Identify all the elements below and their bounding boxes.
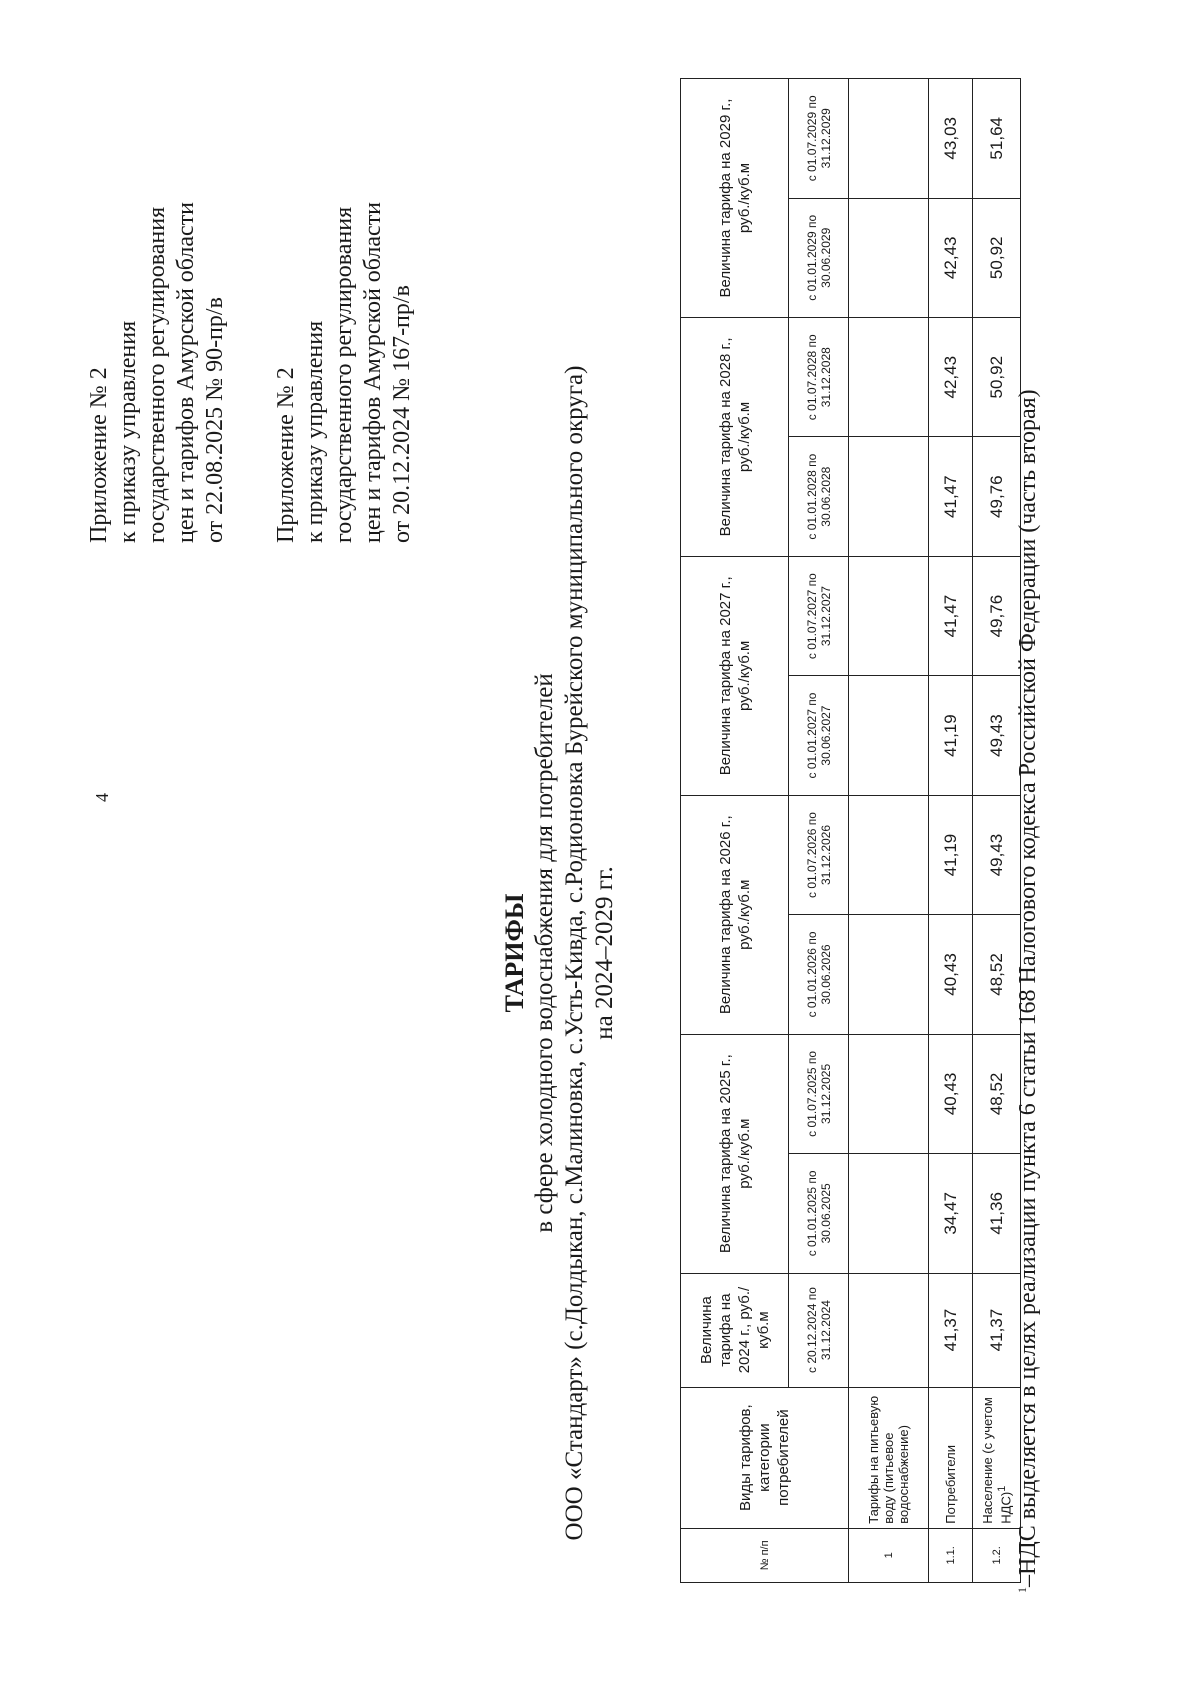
row-num: 1.1. xyxy=(929,1528,973,1582)
row-num: 1.2. xyxy=(973,1528,1021,1582)
page-number: 4 xyxy=(92,793,112,802)
tariff-value: 49,76 xyxy=(973,556,1021,675)
appendix-line: от 22.08.2025 № 90-пр/в xyxy=(202,297,228,543)
tariff-value: 42,43 xyxy=(929,198,973,317)
period-cell: с 01.01.2028 по 30.06.2028 xyxy=(789,437,849,556)
tariff-value: 40,43 xyxy=(929,1034,973,1153)
footnote xyxy=(1008,33,1042,1593)
header-num: № п/п xyxy=(681,1528,849,1582)
table-row xyxy=(849,79,929,1583)
tariff-value: 42,43 xyxy=(929,318,973,437)
tariff-value: 50,92 xyxy=(973,198,1021,317)
footnote-text: –НДС выделяется в целях реализации пункта 6 статьи 168 Налогового кодекса Российской Федерации (часть вторая) xyxy=(1015,389,1041,1587)
tariff-value: 49,76 xyxy=(973,437,1021,556)
header-year-2024: Величина тарифа на 2024 г., руб./куб.м xyxy=(681,1273,789,1387)
period-cell: с 01.01.2026 по 30.06.2026 xyxy=(789,915,849,1034)
tariff-value: 34,47 xyxy=(929,1154,973,1273)
appendix-line: государственного регулирования xyxy=(144,206,170,543)
table-row xyxy=(929,79,973,1583)
table-period-row xyxy=(789,79,849,1583)
tariff-value: 48,52 xyxy=(973,1034,1021,1153)
row-label: Население (с учетом НДС) xyxy=(979,1397,1014,1524)
tariff-value: 49,43 xyxy=(973,795,1021,914)
title-line: в сфере холодного водоснабжения для потребителей xyxy=(531,673,558,1233)
tariff-value: 41,47 xyxy=(929,556,973,675)
header-year-2027: Величина тарифа на 2027 г., руб./куб.м xyxy=(681,556,789,795)
appendix-line: Приложение № 2 xyxy=(86,367,112,543)
period-cell: с 01.07.2028 по 31.12.2028 xyxy=(789,318,849,437)
period-cell: с 01.01.2029 по 30.06.2029 xyxy=(789,198,849,317)
period-cell: с 20.12.2024 по 31.12.2024 xyxy=(789,1273,849,1387)
period-cell: с 01.01.2027 по 30.06.2027 xyxy=(789,676,849,795)
header-year-2029: Величина тарифа на 2029 г., руб./куб.м xyxy=(681,79,789,318)
tariff-value: 41,47 xyxy=(929,437,973,556)
appendix-line: от 20.12.2024 № 167-пр/в xyxy=(389,285,415,543)
row-label: Потребители xyxy=(929,1387,973,1528)
document-title xyxy=(500,333,620,1573)
appendix-line: к приказу управления xyxy=(302,320,328,543)
appendix-line: цен и тарифов Амурской области xyxy=(173,201,199,543)
appendix-line: государственного регулирования xyxy=(331,206,357,543)
appendix-line: цен и тарифов Амурской области xyxy=(360,201,386,543)
tariff-value: 43,03 xyxy=(929,79,973,199)
tariff-value: 41,36 xyxy=(973,1154,1021,1273)
appendix-block-1 xyxy=(85,63,230,543)
footnote-sup: 1 xyxy=(1015,1587,1029,1593)
tariff-value: 51,64 xyxy=(973,79,1021,199)
row-num: 1 xyxy=(849,1528,929,1582)
header-year-2028: Величина тарифа на 2028 г., руб./куб.м xyxy=(681,318,789,557)
tariff-value: 50,92 xyxy=(973,318,1021,437)
tariff-value: 41,19 xyxy=(929,795,973,914)
tariff-value: 49,43 xyxy=(973,676,1021,795)
appendix-block-2 xyxy=(272,63,417,543)
period-cell: с 01.01.2025 по 30.06.2025 xyxy=(789,1154,849,1273)
tariffs-table xyxy=(680,78,1021,1583)
period-cell: с 01.07.2029 по 31.12.2029 xyxy=(789,79,849,199)
footnote-marker: 1 xyxy=(995,1485,1008,1492)
tariff-value: 48,52 xyxy=(973,915,1021,1034)
tariff-value: 41,19 xyxy=(929,676,973,795)
title-main: ТАРИФЫ xyxy=(500,893,529,1013)
tariff-value: 41,37 xyxy=(973,1273,1021,1387)
header-year-2026: Величина тарифа на 2026 г., руб./куб.м xyxy=(681,795,789,1034)
period-cell: с 01.07.2026 по 31.12.2026 xyxy=(789,795,849,914)
appendix-line: Приложение № 2 xyxy=(273,367,299,543)
header-year-2025: Величина тарифа на 2025 г., руб./куб.м xyxy=(681,1034,789,1273)
title-line: ООО «Стандарт» (с.Долдыкан, с.Малиновка, с.Усть-Кивда, с.Родионовка Бурейского муниципального округа) xyxy=(561,365,588,1541)
tariff-value: 40,43 xyxy=(929,915,973,1034)
period-cell: с 01.07.2025 по 31.12.2025 xyxy=(789,1034,849,1153)
appendix-line: к приказу управления xyxy=(115,320,141,543)
tariff-value: 41,37 xyxy=(929,1273,973,1387)
table-header-row xyxy=(681,79,789,1583)
row-label: Тарифы на питьевую воду (питьевое водоснабжение) xyxy=(849,1387,929,1528)
period-cell: с 01.07.2027 по 31.12.2027 xyxy=(789,556,849,675)
title-line: на 2024–2029 гг. xyxy=(591,866,618,1040)
header-category: Виды тарифов, категории потребителей xyxy=(681,1387,849,1528)
